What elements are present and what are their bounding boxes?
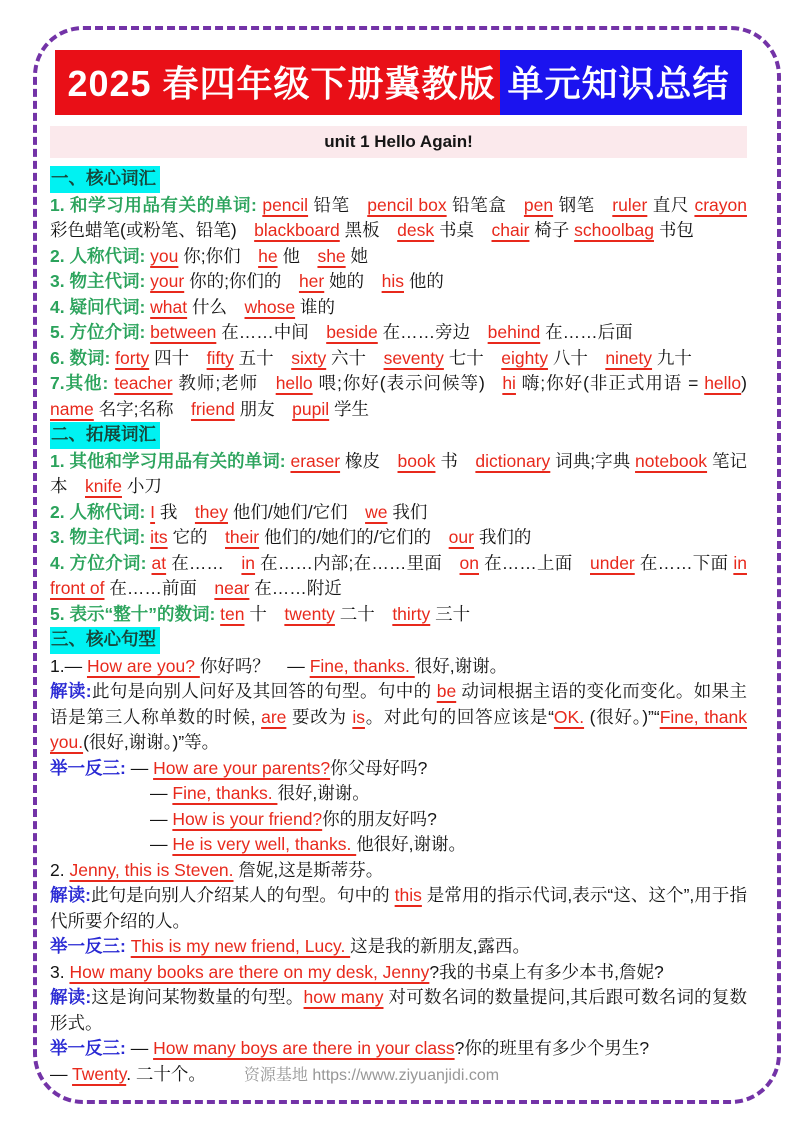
body-text: 她	[345, 245, 369, 266]
paragraph	[50, 371, 747, 422]
english-term: her	[298, 271, 325, 291]
item-label: 1. 其他和学习用品有关的单词:	[50, 450, 291, 471]
body-text: 书包	[653, 220, 694, 240]
english-term: hello	[275, 373, 313, 393]
body-text: 在……内部;在……里面	[255, 552, 460, 573]
page-title-red-part: 2025 春四年级下册冀教版	[55, 50, 499, 115]
english-term: This is my new friend, Lucy.	[130, 936, 351, 956]
english-term: thirty	[392, 603, 431, 624]
english-term: they	[194, 501, 228, 522]
note-label: 举一反三:	[50, 936, 131, 956]
item-label: 4. 疑问代词:	[50, 296, 151, 317]
english-term: this	[394, 885, 422, 905]
item-label: 6. 数词:	[50, 347, 116, 368]
english-term: pen	[523, 194, 554, 215]
body-text: 对可数名词的数量提问,其后跟可数名词的复数形式。	[50, 987, 748, 1033]
body-text: —	[130, 1038, 154, 1058]
paragraph	[50, 934, 747, 960]
english-term: How many boys are there in your class	[153, 1038, 455, 1058]
body-text: 十	[244, 603, 285, 624]
section-header-row	[50, 422, 747, 449]
body-text: 书	[435, 450, 476, 471]
english-term: how many	[303, 987, 384, 1007]
english-term: your	[150, 271, 185, 291]
paragraph	[50, 858, 747, 884]
body-text: 在……前面	[104, 578, 215, 598]
body-text: )	[741, 373, 747, 393]
english-term: notebook	[635, 450, 708, 471]
body-text: 嗨;你好(非正式用语 =	[515, 373, 705, 393]
body-text: 这是我的新朋友,露西。	[350, 936, 531, 956]
body-text: 他们的/她们的/它们的	[259, 527, 449, 547]
english-term: his	[381, 271, 404, 291]
english-term: How are your parents?	[153, 757, 331, 778]
note-label: 解读:	[50, 885, 91, 905]
english-term: at	[151, 552, 167, 573]
body-text: 椅子	[529, 220, 575, 240]
body-text: 在……旁边	[377, 322, 488, 342]
english-term: we	[365, 501, 388, 522]
paragraph	[50, 960, 747, 986]
body-text: 铅笔盒	[446, 194, 524, 215]
english-term: on	[459, 552, 479, 573]
english-term: schoolbag	[574, 220, 654, 240]
english-term: their	[225, 527, 260, 547]
body-text: 学生	[329, 398, 370, 419]
body-text: 六十	[326, 347, 384, 368]
body-text: 三十	[430, 603, 471, 624]
english-term: Jenny, this is Steven.	[69, 859, 234, 880]
body-text: 我们	[387, 501, 428, 522]
body-text: 教师;老师	[172, 373, 276, 393]
english-term: she	[317, 245, 346, 266]
english-term: eighty	[501, 347, 548, 368]
paragraph	[50, 985, 747, 1036]
paragraph	[50, 1036, 747, 1062]
section-header: 一、核心词汇	[50, 166, 160, 193]
english-term: Fine, thank you.	[50, 706, 748, 752]
english-term: he	[258, 245, 278, 266]
body-text: 我	[155, 501, 195, 522]
watermark-text: 资源基地 https://www.ziyuanjidi.com	[243, 1066, 500, 1084]
paragraph	[50, 551, 747, 602]
body-text: —	[150, 783, 173, 803]
body-text: 喂;你好(表示问候等)	[312, 373, 503, 393]
item-label: 3. 物主代词:	[50, 527, 151, 547]
body-text: 九十	[652, 347, 692, 368]
item-label: 3. 物主代词:	[50, 271, 151, 291]
paragraph	[50, 193, 747, 244]
english-term: are	[261, 706, 287, 727]
english-term: crayon	[694, 194, 747, 215]
item-label: 7.其他:	[50, 373, 115, 393]
english-term: pencil	[262, 194, 309, 215]
page-content	[50, 50, 747, 1088]
body-text: —	[150, 834, 173, 854]
english-term: teacher	[114, 373, 173, 393]
body-text: —	[150, 808, 173, 829]
body-text: 七十	[443, 347, 502, 368]
english-term: is	[352, 706, 365, 727]
english-term: our	[448, 527, 474, 547]
body-text: 3.	[50, 961, 70, 982]
english-term: between	[150, 322, 217, 342]
note-label: 举一反三:	[50, 1038, 131, 1058]
body-text: 彩色蜡笔(或粉笔、铅笔)	[50, 220, 255, 240]
english-term: ninety	[605, 347, 653, 368]
body-text: . 二十个。	[126, 1063, 206, 1084]
english-term: friend	[191, 398, 235, 419]
body-text: 他的	[403, 271, 444, 291]
body-text: 笔记本	[50, 450, 747, 496]
body-text: (很好。)”“	[584, 706, 660, 727]
body-text: 很好,谢谢。	[277, 783, 370, 803]
english-term: ruler	[612, 194, 648, 215]
body-text: 他们/她们/它们	[227, 501, 366, 522]
body-text: 在……下面	[634, 552, 734, 573]
english-term: He is very well, thanks.	[172, 834, 357, 854]
note-label: 解读:	[50, 987, 92, 1007]
body-text: 詹妮,这是斯蒂芬。	[233, 859, 384, 880]
body-text: 你的朋友好吗?	[322, 808, 437, 829]
body-text: 是常用的指示代词,表示“这、这个”,用于指代所要介绍的人。	[50, 885, 747, 931]
english-term: hi	[502, 373, 516, 393]
note-label: 举一反三:	[50, 757, 131, 778]
item-label: 4. 方位介词:	[50, 552, 152, 573]
body-text: 你;你们	[178, 245, 259, 266]
body-text: 词典;字典	[550, 450, 636, 471]
section-header-row	[50, 166, 747, 193]
paragraph	[50, 320, 747, 346]
english-term: name	[50, 398, 94, 419]
paragraph	[50, 807, 747, 833]
body-text: 钢笔	[553, 194, 613, 215]
english-term: what	[150, 296, 188, 317]
body-text: 书桌	[434, 220, 492, 240]
english-term: Fine, thanks.	[172, 783, 278, 803]
english-term: be	[436, 681, 457, 701]
body-text: 。对此句的回答应该是“	[364, 706, 554, 727]
body-text: 八十	[547, 347, 606, 368]
body-text: 什么	[187, 296, 245, 317]
body-text: 在……	[166, 552, 242, 573]
english-term: OK.	[553, 706, 585, 727]
body-text: —	[50, 1063, 73, 1084]
english-term: in	[241, 552, 256, 573]
paragraph	[50, 525, 747, 551]
english-term: dictionary	[475, 450, 551, 471]
body-text: 2.	[50, 859, 70, 880]
body-text: —	[130, 757, 154, 778]
english-term: Twenty	[72, 1063, 127, 1084]
body-text: 此句是向别人介绍某人的句型。句中的	[90, 885, 395, 905]
english-term: sixty	[291, 347, 327, 368]
body-text: 朋友	[234, 398, 293, 419]
body-text: 你的;你们的	[184, 271, 299, 291]
unit-banner: unit 1 Hello Again!	[50, 126, 747, 158]
body-text: 它的	[167, 527, 226, 547]
english-term: How are you?	[86, 655, 200, 676]
paragraph	[50, 449, 747, 500]
body-text: 我们的	[473, 527, 532, 547]
paragraph	[50, 1062, 747, 1089]
item-label: 2. 人称代词:	[50, 245, 151, 266]
english-term: How many books are there on my desk, Jenny	[69, 961, 430, 982]
body-text: 小刀	[121, 476, 162, 496]
english-term: hello	[704, 373, 742, 393]
body-text: 在……上面	[479, 552, 590, 573]
body-text: 这是询问某物数量的句型。	[91, 987, 304, 1007]
english-term: fifty	[206, 347, 234, 368]
body-text: (很好,谢谢。)”等。	[83, 732, 220, 752]
english-term: twenty	[284, 603, 335, 624]
body-text: ?我的书桌上有多少本书,詹妮?	[429, 961, 664, 982]
english-term: ten	[220, 603, 245, 624]
body-text: 黑板	[339, 220, 398, 240]
paragraph	[50, 244, 747, 270]
english-term: whose	[244, 296, 296, 317]
paragraph	[50, 269, 747, 295]
body-text: 铅笔	[308, 194, 368, 215]
body-text: 谁的	[295, 296, 335, 317]
english-term: seventy	[383, 347, 444, 368]
english-term: chair	[491, 220, 530, 240]
english-term: How is your friend?	[172, 808, 323, 829]
body-text: 橡皮	[340, 450, 398, 471]
body-text: 很好,谢谢。	[414, 655, 508, 676]
english-term: pencil box	[367, 194, 447, 215]
body-text: 此句是向别人问好及其回答的句型。句中的	[91, 681, 437, 701]
english-term: desk	[397, 220, 435, 240]
body-text: 在……附近	[249, 578, 342, 598]
page-title	[50, 50, 747, 115]
body-text: 他很好,谢谢。	[356, 834, 467, 854]
body-text: 他	[277, 245, 318, 266]
paragraph	[50, 500, 747, 526]
paragraph	[50, 832, 747, 858]
body-text: 你父母好吗?	[330, 757, 428, 778]
body-text: 二十	[334, 603, 393, 624]
english-term: beside	[326, 322, 378, 342]
section-header-row	[50, 627, 747, 654]
body-text: 动词根据主语的变化而变化。如果主语是第三人称单数的时候,	[50, 681, 747, 727]
item-label: 2. 人称代词:	[50, 501, 151, 522]
body-text: 1.—	[50, 655, 87, 676]
english-term: book	[397, 450, 436, 471]
body-text: 名字;名称	[93, 398, 192, 419]
document-body	[50, 166, 747, 1088]
english-term: I	[150, 501, 156, 522]
body-text: 四十	[149, 347, 207, 368]
paragraph	[50, 781, 747, 807]
english-term: near	[214, 578, 250, 598]
item-label: 1. 和学习用品有关的单词:	[50, 194, 263, 215]
english-term: in front of	[50, 552, 747, 598]
paragraph	[50, 756, 747, 782]
paragraph	[50, 295, 747, 321]
body-text: ?你的班里有多少个男生?	[454, 1038, 650, 1058]
body-text: 你好吗？ —	[199, 655, 310, 676]
body-text: 直尺	[647, 194, 695, 215]
paragraph	[50, 679, 747, 756]
english-term: blackboard	[254, 220, 340, 240]
body-text: 她的	[324, 271, 382, 291]
item-label: 5. 方位介词:	[50, 322, 151, 342]
english-term: you	[150, 245, 179, 266]
paragraph	[50, 654, 747, 680]
body-text: 在……中间	[216, 322, 327, 342]
paragraph	[50, 346, 747, 372]
section-header: 二、拓展词汇	[50, 422, 160, 449]
english-term: Fine, thanks.	[309, 655, 415, 676]
english-term: pupil	[292, 398, 330, 419]
english-term: under	[590, 552, 635, 573]
english-term: its	[150, 527, 168, 547]
body-text: 在……后面	[540, 322, 633, 342]
body-text: 要改为	[286, 706, 353, 727]
english-term: eraser	[290, 450, 341, 471]
item-label: 5. 表示“整十”的数词:	[50, 603, 221, 624]
english-term: knife	[85, 476, 122, 496]
paragraph	[50, 883, 747, 934]
note-label: 解读:	[50, 681, 92, 701]
paragraph	[50, 602, 747, 628]
section-header: 三、核心句型	[50, 627, 160, 654]
body-text: 五十	[233, 347, 292, 368]
english-term: forty	[115, 347, 150, 368]
english-term: behind	[487, 322, 541, 342]
page-title-blue-part: 单元知识总结	[500, 50, 742, 115]
